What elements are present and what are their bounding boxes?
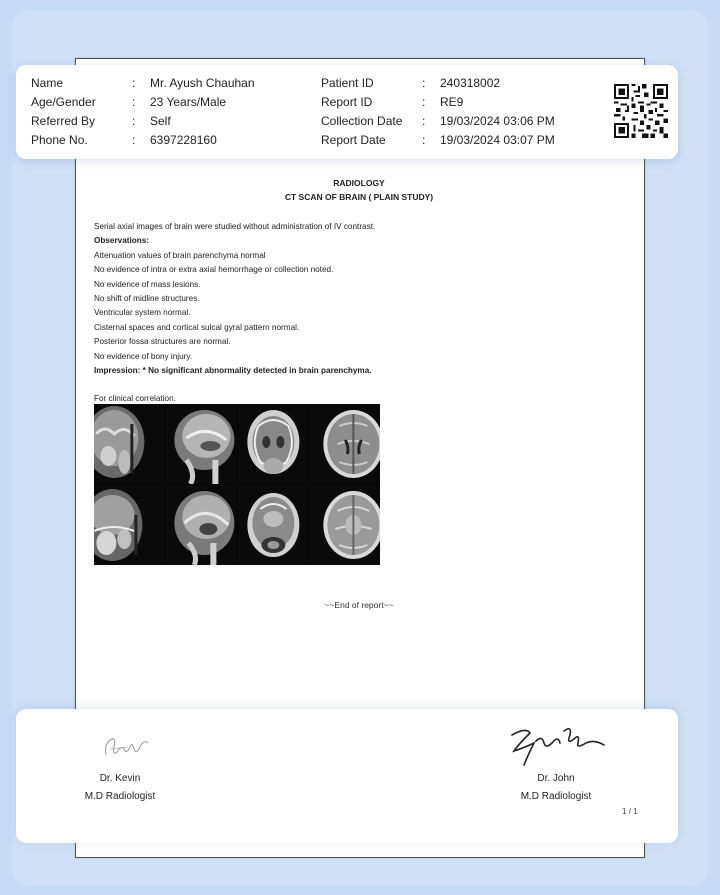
intro-text: Serial axial images of brain were studied without administration of IV contrast. <box>94 222 376 231</box>
scan-image-coronal-3 <box>94 485 165 565</box>
scan-image-coronal-4 <box>238 485 309 565</box>
name-value: Mr. Ayush Chauhan <box>150 76 255 90</box>
qr-code-icon <box>614 84 668 138</box>
patient-info-card <box>16 65 678 159</box>
coronal-scan-icon <box>94 404 165 484</box>
page-number: 1 / 1 <box>622 807 638 816</box>
doctor-1-title: M.D Radiologist <box>84 791 156 802</box>
report-id-value: RE9 <box>440 95 464 109</box>
referred-label: Referred By <box>31 114 96 128</box>
colon: : <box>422 76 426 90</box>
doctor-1-name: Dr. Kevin <box>99 773 141 784</box>
referred-value: Self <box>150 114 171 128</box>
colon: : <box>132 133 136 147</box>
axial-scan-icon <box>309 485 380 565</box>
phone-label: Phone No. <box>31 133 88 147</box>
phone-value: 6397228160 <box>150 133 217 147</box>
scan-image-coronal-2 <box>238 404 309 484</box>
observations-heading: Observations: <box>94 236 150 246</box>
observation-item: No evidence of intra or extra axial hemorrhage or collection noted. <box>94 265 334 275</box>
colon: : <box>422 95 426 109</box>
scan-image-coronal <box>94 404 165 484</box>
department-title: RADIOLOGY <box>333 178 385 188</box>
colon: : <box>132 114 136 128</box>
colon: : <box>132 76 136 90</box>
report-date-label: Report Date <box>321 133 386 147</box>
colon: : <box>422 133 426 147</box>
doctor-2-name: Dr. John <box>537 773 575 784</box>
signature-card <box>16 709 678 843</box>
observation-item: Posterior fossa structures are normal. <box>94 337 231 347</box>
collection-date-value: 19/03/2024 03:06 PM <box>440 114 555 128</box>
scan-image-sagittal <box>166 404 237 484</box>
coronal-scan-icon <box>94 485 165 565</box>
patient-id-value: 240318002 <box>440 76 501 90</box>
coronal-scan-icon <box>238 485 309 565</box>
end-of-report: ~~End of report~~ <box>324 600 394 610</box>
sagittal-scan-icon <box>166 404 237 484</box>
coronal-scan-icon <box>238 404 309 484</box>
signature-john <box>508 721 608 769</box>
scan-image-sagittal-2 <box>166 485 237 565</box>
report-header <box>75 176 643 204</box>
axial-scan-icon <box>309 404 380 484</box>
observation-item: Attenuation values of brain parenchyma normal <box>94 250 266 260</box>
report-title: CT SCAN OF BRAIN ( PLAIN STUDY) <box>284 192 434 202</box>
doctor-2-title: M.D Radiologist <box>520 791 592 802</box>
brain-scan-images <box>94 404 380 565</box>
clinical-correlation-text: For clinical correlation. <box>94 394 176 404</box>
sagittal-scan-icon <box>166 485 237 565</box>
scan-image-axial-2 <box>309 485 380 565</box>
observation-item: No evidence of bony injury. <box>94 351 193 361</box>
observation-item: No shift of midline structures. <box>94 294 200 304</box>
observation-item: Ventricular system normal. <box>94 308 191 318</box>
patient-id-label: Patient ID <box>321 76 374 90</box>
report-id-label: Report ID <box>321 95 373 109</box>
report-date-value: 19/03/2024 03:07 PM <box>440 133 555 147</box>
age-value: 23 Years/Male <box>150 95 227 109</box>
age-label: Age/Gender <box>31 95 96 109</box>
report-body <box>94 220 624 407</box>
signature-kevin <box>98 729 158 763</box>
name-label: Name <box>31 76 64 90</box>
impression-text: Impression: * No significant abnormality detected in brain parenchyma. <box>94 366 372 376</box>
colon: : <box>132 95 136 109</box>
colon: : <box>422 114 426 128</box>
spacer <box>94 378 624 392</box>
observation-item: Cisternal spaces and cortical sulcal gyral pattern normal. <box>94 322 300 332</box>
collection-date-label: Collection Date <box>321 114 403 128</box>
scan-image-axial <box>309 404 380 484</box>
observation-item: No evidence of mass lesions. <box>94 279 201 289</box>
